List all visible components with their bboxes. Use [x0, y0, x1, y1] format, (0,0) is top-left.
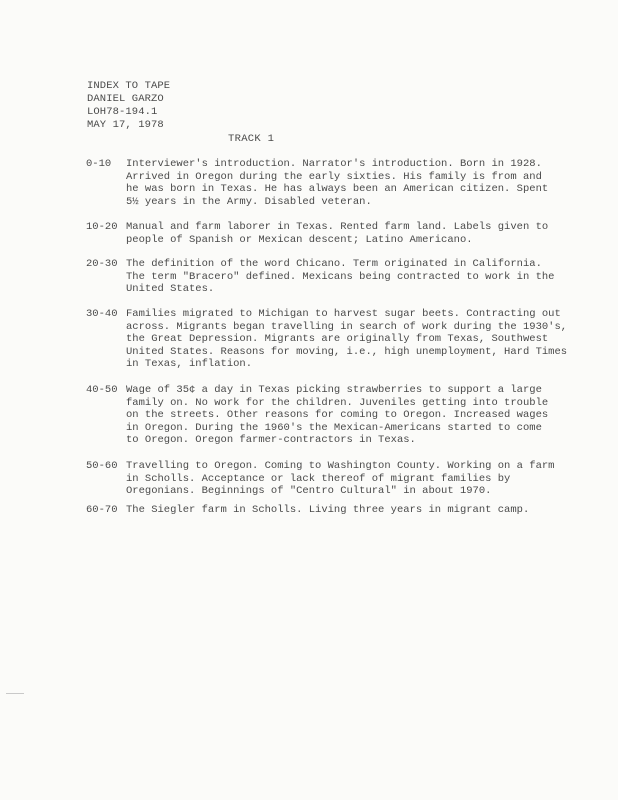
header-catalog-number: LOH78-194.1 — [87, 106, 158, 118]
entry-range: 30-40 — [86, 308, 118, 320]
entry-description — [126, 504, 556, 517]
entry-line: Interviewer's introduction. Narrator's introduction. Born in 1928. — [126, 158, 542, 170]
entry-line: The definition of the word Chicano. Term originated in California. — [126, 258, 542, 270]
entry-line: Oregonians. Beginnings of "Centro Cultural" in about 1970. — [126, 485, 492, 498]
header-narrator: DANIEL GARZO — [87, 93, 164, 105]
header-date: MAY 17, 1978 — [87, 119, 164, 131]
entry-description — [126, 384, 556, 447]
entry-line: family on. No work for the children. Juveniles getting into trouble — [126, 396, 549, 409]
entry-range: 0-10 — [86, 158, 112, 170]
entry-line: in Texas, inflation. — [126, 358, 253, 371]
entry-line: he was born in Texas. He has always been an American citizen. Spent — [126, 183, 549, 196]
entry-range: 60-70 — [86, 504, 118, 516]
entry-line: Arrived in Oregon during the early sixties. His family is from and — [126, 170, 542, 183]
entry-range: 20-30 — [86, 258, 118, 270]
entry-line: people of Spanish or Mexican descent; Latino Americano. — [126, 233, 473, 246]
header-title: INDEX TO TAPE — [87, 80, 171, 92]
entry-range: 50-60 — [86, 460, 118, 472]
entry-line: 5½ years in the Army. Disabled veteran. — [126, 195, 372, 208]
entry-line: Wage of 35¢ a day in Texas picking strawberries to support a large — [126, 384, 542, 396]
entry-description — [126, 158, 556, 208]
entry-line: to Oregon. Oregon farmer-contractors in Texas. — [126, 434, 416, 447]
entry-line: United States. — [126, 283, 215, 296]
entry-line: The Siegler farm in Scholls. Living three years in migrant camp. — [126, 504, 530, 516]
tape-header — [87, 80, 170, 132]
entry-line: across. Migrants began travelling in search of work during the 1930's, — [126, 320, 568, 333]
stray-mark — [6, 693, 24, 694]
entry-line: Families migrated to Michigan to harvest sugar beets. Contracting out — [126, 308, 561, 320]
entry-line: the Great Depression. Migrants are originally from Texas, Southwest — [126, 333, 549, 346]
entry-line: Manual and farm laborer in Texas. Rented farm land. Labels given to — [126, 221, 549, 233]
entry-range: 40-50 — [86, 384, 118, 396]
track-title: TRACK 1 — [228, 133, 275, 145]
entry-line: on the streets. Other reasons for coming to Oregon. Increased wages — [126, 409, 549, 422]
entry-range: 10-20 — [86, 221, 118, 233]
entry-line: The term "Bracero" defined. Mexicans being contracted to work in the — [126, 270, 555, 283]
entry-line: in Oregon. During the 1960's the Mexican-Americans started to come — [126, 421, 542, 434]
entry-line: in Scholls. Acceptance or lack thereof of migrant families by — [126, 472, 511, 485]
entry-line: United States. Reasons for moving, i.e., high unemployment, Hard Times — [126, 345, 568, 358]
entry-description — [126, 258, 556, 296]
entry-line: Travelling to Oregon. Coming to Washington County. Working on a farm — [126, 460, 555, 472]
entry-description — [126, 460, 556, 498]
entry-description — [126, 308, 568, 371]
entry-description — [126, 221, 556, 246]
